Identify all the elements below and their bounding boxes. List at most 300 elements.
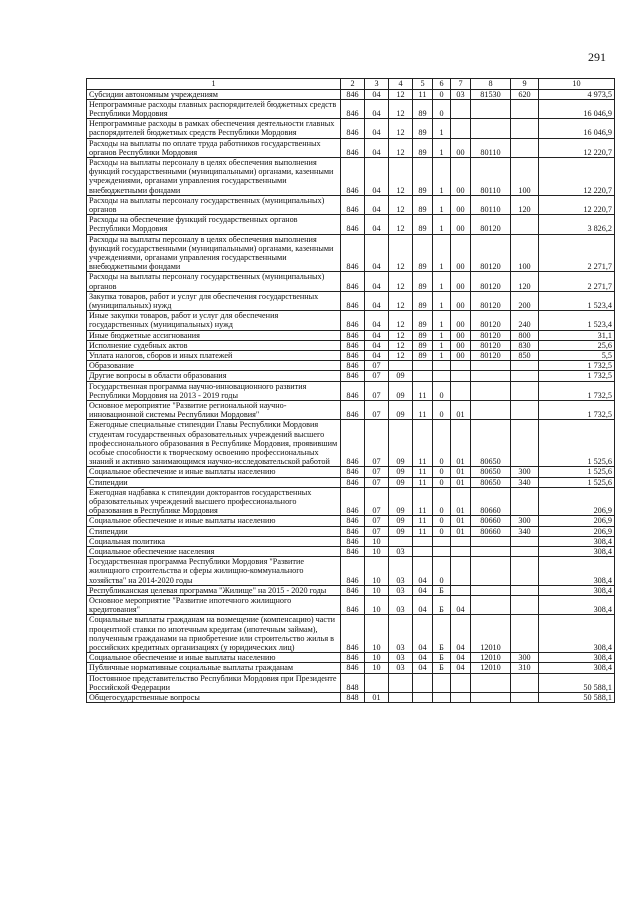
code-cell: 09 xyxy=(389,420,413,467)
code-cell: 80650 xyxy=(471,477,511,487)
code-cell: 12 xyxy=(389,157,413,195)
code-cell: 10 xyxy=(365,663,389,673)
code-cell: 10 xyxy=(365,557,389,586)
code-cell: 846 xyxy=(341,420,365,467)
code-cell: 00 xyxy=(451,138,471,157)
code-cell: 1 xyxy=(433,311,451,330)
row-name-cell: Государственная программа научно-инновационного развития Республики Мордовия на 2013 - 2019 годы xyxy=(87,381,341,400)
code-cell xyxy=(451,371,471,381)
amount-cell: 2 271,7 xyxy=(539,272,615,291)
code-cell: 07 xyxy=(365,516,389,526)
amount-cell: 31,1 xyxy=(539,330,615,340)
amount-cell: 1 525,6 xyxy=(539,477,615,487)
code-cell xyxy=(365,673,389,692)
row-name-cell: Стипендии xyxy=(87,526,341,536)
row-name-cell: Стипендии xyxy=(87,477,341,487)
code-cell: 11 xyxy=(413,526,433,536)
code-cell: 03 xyxy=(389,663,413,673)
table-row xyxy=(87,663,615,673)
code-cell: 846 xyxy=(341,99,365,118)
table-row xyxy=(87,371,615,381)
code-cell: 03 xyxy=(389,596,413,615)
code-cell: 1 xyxy=(433,272,451,291)
code-cell: 11 xyxy=(413,381,433,400)
code-cell: 09 xyxy=(389,526,413,536)
code-cell: 300 xyxy=(511,467,539,477)
code-cell xyxy=(433,371,451,381)
row-name-cell: Республиканская целевая программа "Жилище" на 2015 - 2020 годы xyxy=(87,585,341,595)
code-cell xyxy=(471,401,511,420)
amount-cell: 1 732,5 xyxy=(539,361,615,371)
amount-cell: 12 220,7 xyxy=(539,195,615,214)
code-cell: 89 xyxy=(413,119,433,138)
code-cell: 340 xyxy=(511,526,539,536)
code-cell xyxy=(451,693,471,703)
code-cell xyxy=(413,371,433,381)
code-cell: 846 xyxy=(341,557,365,586)
code-cell xyxy=(511,693,539,703)
code-cell xyxy=(471,119,511,138)
amount-cell: 308,4 xyxy=(539,663,615,673)
table-row xyxy=(87,673,615,692)
code-cell: 04 xyxy=(413,596,433,615)
code-cell xyxy=(413,693,433,703)
code-cell: 01 xyxy=(451,420,471,467)
code-cell: 07 xyxy=(365,401,389,420)
table-row xyxy=(87,693,615,703)
code-cell: 80650 xyxy=(471,420,511,467)
code-cell: 07 xyxy=(365,477,389,487)
code-cell: 80650 xyxy=(471,467,511,477)
code-cell: 846 xyxy=(341,547,365,557)
table-row xyxy=(87,536,615,546)
code-cell xyxy=(511,371,539,381)
code-cell: 12 xyxy=(389,330,413,340)
code-cell: 846 xyxy=(341,536,365,546)
code-cell: 89 xyxy=(413,157,433,195)
code-cell: 89 xyxy=(413,330,433,340)
table-row xyxy=(87,291,615,310)
code-cell: 846 xyxy=(341,663,365,673)
code-cell xyxy=(433,536,451,546)
row-name-cell: Расходы на обеспечение функций государственных органов Республики Мордовия xyxy=(87,215,341,234)
code-cell xyxy=(451,536,471,546)
code-cell: 80120 xyxy=(471,234,511,272)
code-cell: 07 xyxy=(365,420,389,467)
code-cell: 846 xyxy=(341,157,365,195)
code-cell: 846 xyxy=(341,653,365,663)
code-cell xyxy=(511,215,539,234)
code-cell xyxy=(451,585,471,595)
code-cell: 12 xyxy=(389,119,413,138)
code-cell: 846 xyxy=(341,350,365,360)
budget-table xyxy=(86,78,615,703)
code-cell xyxy=(511,487,539,516)
code-cell: 07 xyxy=(365,467,389,477)
code-cell: 12010 xyxy=(471,615,511,653)
code-cell: 04 xyxy=(365,157,389,195)
code-cell: 846 xyxy=(341,89,365,99)
code-cell: 846 xyxy=(341,195,365,214)
code-cell: 07 xyxy=(365,361,389,371)
code-cell: 12 xyxy=(389,291,413,310)
code-cell xyxy=(451,99,471,118)
code-cell xyxy=(389,693,413,703)
table-row xyxy=(87,361,615,371)
code-cell: 01 xyxy=(365,693,389,703)
code-cell: 01 xyxy=(451,467,471,477)
table-row xyxy=(87,138,615,157)
code-cell: 09 xyxy=(389,477,413,487)
amount-cell: 308,4 xyxy=(539,615,615,653)
row-name-cell: Социальные выплаты гражданам на возмещение (компенсацию) части процентной ставки по ипотечным кредитам (ипотечным займам), полученным гражданами на приобретение или строительство жилья в российских кредитных организациях (у юридических лиц) xyxy=(87,615,341,653)
table-row xyxy=(87,157,615,195)
code-cell: 846 xyxy=(341,381,365,400)
code-cell: 01 xyxy=(451,477,471,487)
amount-cell: 308,4 xyxy=(539,585,615,595)
amount-cell: 206,9 xyxy=(539,487,615,516)
code-cell: 846 xyxy=(341,401,365,420)
code-cell xyxy=(471,693,511,703)
code-cell xyxy=(471,547,511,557)
code-cell: 11 xyxy=(413,89,433,99)
code-cell: 81530 xyxy=(471,89,511,99)
amount-cell: 50 588,1 xyxy=(539,693,615,703)
code-cell: 846 xyxy=(341,371,365,381)
row-name-cell: Исполнение судебных актов xyxy=(87,340,341,350)
code-cell xyxy=(451,381,471,400)
code-cell: 10 xyxy=(365,536,389,546)
code-cell xyxy=(511,119,539,138)
code-cell: 1 xyxy=(433,340,451,350)
row-name-cell: Расходы на выплаты персоналу в целях обеспечения выполнения функций государственными (муниципальными) органами, казенными учреждениями, органами управления государственными внебюджетными фондами xyxy=(87,157,341,195)
code-cell: 80110 xyxy=(471,138,511,157)
code-cell: 00 xyxy=(451,311,471,330)
code-cell: 846 xyxy=(341,272,365,291)
code-cell xyxy=(511,547,539,557)
table-row xyxy=(87,330,615,340)
code-cell: 1 xyxy=(433,138,451,157)
code-cell: 89 xyxy=(413,340,433,350)
code-cell: 12 xyxy=(389,138,413,157)
code-cell: 0 xyxy=(433,420,451,467)
code-cell: 07 xyxy=(365,526,389,536)
code-cell xyxy=(511,381,539,400)
code-cell: 09 xyxy=(389,381,413,400)
code-cell: 12 xyxy=(389,215,413,234)
table-header xyxy=(87,79,615,90)
code-cell: 846 xyxy=(341,330,365,340)
code-cell: 80660 xyxy=(471,487,511,516)
amount-cell: 308,4 xyxy=(539,557,615,586)
code-cell: 09 xyxy=(389,487,413,516)
code-cell: 11 xyxy=(413,401,433,420)
code-cell: 10 xyxy=(365,596,389,615)
amount-cell: 50 588,1 xyxy=(539,673,615,692)
amount-cell: 308,4 xyxy=(539,653,615,663)
amount-cell: 1 732,5 xyxy=(539,371,615,381)
amount-cell: 2 271,7 xyxy=(539,234,615,272)
amount-cell: 3 826,2 xyxy=(539,215,615,234)
code-cell: Б xyxy=(433,585,451,595)
code-cell: 09 xyxy=(389,516,413,526)
code-cell: 10 xyxy=(365,547,389,557)
code-cell: 01 xyxy=(451,487,471,516)
amount-cell: 5,5 xyxy=(539,350,615,360)
table-body xyxy=(87,89,615,703)
code-cell: 04 xyxy=(413,585,433,595)
table-row xyxy=(87,401,615,420)
amount-cell: 1 732,5 xyxy=(539,381,615,400)
table-row xyxy=(87,89,615,99)
code-cell: 0 xyxy=(433,401,451,420)
code-cell: 0 xyxy=(433,516,451,526)
code-cell: 200 xyxy=(511,291,539,310)
row-name-cell: Непрограммные расходы в рамках обеспечения деятельности главных распорядителей бюджетных средств Республики Мордовия xyxy=(87,119,341,138)
code-cell: Б xyxy=(433,653,451,663)
table-row xyxy=(87,615,615,653)
code-cell: 846 xyxy=(341,311,365,330)
code-cell xyxy=(433,673,451,692)
code-cell: 12010 xyxy=(471,663,511,673)
code-cell xyxy=(413,673,433,692)
row-name-cell: Основное мероприятие "Развитие региональной научно-инновационной системы Республики Мордовия" xyxy=(87,401,341,420)
amount-cell: 206,9 xyxy=(539,516,615,526)
code-cell xyxy=(511,596,539,615)
code-cell: 12 xyxy=(389,340,413,350)
code-cell: 89 xyxy=(413,311,433,330)
code-cell: Б xyxy=(433,596,451,615)
row-name-cell: Социальная политика xyxy=(87,536,341,546)
code-cell: 00 xyxy=(451,215,471,234)
code-cell: 09 xyxy=(389,467,413,477)
code-cell: 80110 xyxy=(471,157,511,195)
column-header: 6 xyxy=(433,79,451,90)
code-cell: 00 xyxy=(451,330,471,340)
row-name-cell: Социальное обеспечение и иные выплаты населению xyxy=(87,467,341,477)
row-name-cell: Уплата налогов, сборов и иных платежей xyxy=(87,350,341,360)
amount-cell: 308,4 xyxy=(539,547,615,557)
code-cell: 80120 xyxy=(471,330,511,340)
code-cell: 04 xyxy=(365,138,389,157)
code-cell xyxy=(389,361,413,371)
code-cell: 0 xyxy=(433,89,451,99)
code-cell: 04 xyxy=(365,89,389,99)
code-cell: 00 xyxy=(451,157,471,195)
code-cell: 1 xyxy=(433,157,451,195)
code-cell xyxy=(451,361,471,371)
code-cell: 0 xyxy=(433,381,451,400)
code-cell: 89 xyxy=(413,138,433,157)
code-cell: 04 xyxy=(365,340,389,350)
code-cell: 12 xyxy=(389,234,413,272)
row-name-cell: Непрограммные расходы главных распорядителей бюджетных средств Республики Мордовия xyxy=(87,99,341,118)
code-cell: 80120 xyxy=(471,272,511,291)
code-cell: 03 xyxy=(389,615,413,653)
code-cell: 89 xyxy=(413,215,433,234)
row-name-cell: Расходы на выплаты по оплате труда работников государственных органов Республики Мордовия xyxy=(87,138,341,157)
column-header: 9 xyxy=(511,79,539,90)
code-cell xyxy=(511,138,539,157)
amount-cell: 308,4 xyxy=(539,536,615,546)
code-cell: 848 xyxy=(341,693,365,703)
code-cell: 846 xyxy=(341,516,365,526)
code-cell: 0 xyxy=(433,467,451,477)
code-cell xyxy=(413,547,433,557)
code-cell: 1 xyxy=(433,195,451,214)
code-cell xyxy=(511,99,539,118)
code-cell: 340 xyxy=(511,477,539,487)
code-cell: 80120 xyxy=(471,350,511,360)
table-row xyxy=(87,381,615,400)
code-cell xyxy=(433,361,451,371)
code-cell: 300 xyxy=(511,653,539,663)
row-name-cell: Расходы на выплаты персоналу в целях обеспечения выполнения функций государственными (муниципальными) органами, казенными учреждениями, органами управления государственными внебюджетными фондами xyxy=(87,234,341,272)
code-cell: 07 xyxy=(365,487,389,516)
code-cell: 11 xyxy=(413,467,433,477)
code-cell xyxy=(471,371,511,381)
code-cell: 11 xyxy=(413,487,433,516)
code-cell: 04 xyxy=(365,272,389,291)
table-row xyxy=(87,547,615,557)
code-cell xyxy=(413,361,433,371)
column-header: 7 xyxy=(451,79,471,90)
code-cell: 09 xyxy=(389,371,413,381)
code-cell: 89 xyxy=(413,272,433,291)
code-cell: 0 xyxy=(433,526,451,536)
row-name-cell: Постоянное представительство Республики Мордовия при Президенте Российской Федерации xyxy=(87,673,341,692)
table-row xyxy=(87,311,615,330)
code-cell: 89 xyxy=(413,350,433,360)
code-cell xyxy=(511,585,539,595)
row-name-cell: Социальное обеспечение населения xyxy=(87,547,341,557)
code-cell: 04 xyxy=(365,99,389,118)
row-name-cell: Иные закупки товаров, работ и услуг для обеспечения государственных (муниципальных) нужд xyxy=(87,311,341,330)
row-name-cell: Социальное обеспечение и иные выплаты населению xyxy=(87,516,341,526)
code-cell: 0 xyxy=(433,487,451,516)
table-row xyxy=(87,487,615,516)
table-row xyxy=(87,119,615,138)
code-cell: 01 xyxy=(451,401,471,420)
code-cell xyxy=(511,361,539,371)
column-header: 1 xyxy=(87,79,341,90)
code-cell: 04 xyxy=(413,663,433,673)
code-cell: 04 xyxy=(365,195,389,214)
row-name-cell: Образование xyxy=(87,361,341,371)
code-cell: 0 xyxy=(433,557,451,586)
code-cell: 0 xyxy=(433,477,451,487)
code-cell xyxy=(511,673,539,692)
code-cell: 07 xyxy=(365,371,389,381)
code-cell: 89 xyxy=(413,99,433,118)
amount-cell: 16 046,9 xyxy=(539,99,615,118)
row-name-cell: Ежегодные специальные стипендии Главы Республики Мордовия студентам государственных образовательных учреждений высшего профессионального образования в Республике Мордовия, проявившим особые способности к творческому освоению профессиональных знаний и активно занимающимся научно-исследовательской работой xyxy=(87,420,341,467)
amount-cell: 4 973,5 xyxy=(539,89,615,99)
table-row xyxy=(87,557,615,586)
code-cell: 89 xyxy=(413,234,433,272)
code-cell xyxy=(471,557,511,586)
code-cell: 846 xyxy=(341,119,365,138)
code-cell: 846 xyxy=(341,138,365,157)
code-cell: 846 xyxy=(341,477,365,487)
row-name-cell: Социальное обеспечение и иные выплаты населению xyxy=(87,653,341,663)
code-cell: 846 xyxy=(341,487,365,516)
code-cell: 03 xyxy=(389,557,413,586)
code-cell: 846 xyxy=(341,215,365,234)
code-cell: 620 xyxy=(511,89,539,99)
code-cell: 04 xyxy=(413,557,433,586)
code-cell xyxy=(471,381,511,400)
code-cell: 80120 xyxy=(471,215,511,234)
column-header: 2 xyxy=(341,79,365,90)
code-cell: 89 xyxy=(413,291,433,310)
table-row xyxy=(87,467,615,477)
column-header: 8 xyxy=(471,79,511,90)
code-cell: 310 xyxy=(511,663,539,673)
amount-cell: 308,4 xyxy=(539,596,615,615)
column-header: 10 xyxy=(539,79,615,90)
code-cell xyxy=(511,615,539,653)
code-cell xyxy=(451,547,471,557)
code-cell: 846 xyxy=(341,340,365,350)
table-row xyxy=(87,477,615,487)
code-cell: 80120 xyxy=(471,340,511,350)
table-row xyxy=(87,195,615,214)
code-cell: 04 xyxy=(451,615,471,653)
code-cell: 04 xyxy=(365,330,389,340)
table-row xyxy=(87,420,615,467)
code-cell: 04 xyxy=(365,119,389,138)
code-cell: 10 xyxy=(365,653,389,663)
code-cell xyxy=(511,536,539,546)
code-cell: 846 xyxy=(341,291,365,310)
column-header: 4 xyxy=(389,79,413,90)
code-cell: 04 xyxy=(365,350,389,360)
code-cell: 03 xyxy=(451,89,471,99)
amount-cell: 1 525,6 xyxy=(539,467,615,477)
code-cell xyxy=(451,673,471,692)
code-cell: 09 xyxy=(389,401,413,420)
code-cell: 04 xyxy=(365,291,389,310)
code-cell xyxy=(433,547,451,557)
code-cell xyxy=(389,536,413,546)
column-header: 5 xyxy=(413,79,433,90)
code-cell: 04 xyxy=(365,311,389,330)
code-cell: 80120 xyxy=(471,291,511,310)
code-cell xyxy=(471,673,511,692)
code-cell: 04 xyxy=(451,653,471,663)
code-cell xyxy=(451,557,471,586)
row-name-cell: Государственная программа Республики Мордовия "Развитие жилищного строительства и сферы жилищно-коммунального хозяйства" на 2014-2020 годы xyxy=(87,557,341,586)
code-cell xyxy=(511,401,539,420)
code-cell: 0 xyxy=(433,99,451,118)
row-name-cell: Публичные нормативные социальные выплаты гражданам xyxy=(87,663,341,673)
code-cell: 100 xyxy=(511,234,539,272)
table-row xyxy=(87,272,615,291)
amount-cell: 1 523,4 xyxy=(539,291,615,310)
page-number: 291 xyxy=(588,50,606,64)
code-cell xyxy=(451,119,471,138)
code-cell: 03 xyxy=(389,585,413,595)
table-row xyxy=(87,526,615,536)
code-cell: 240 xyxy=(511,311,539,330)
code-cell xyxy=(471,536,511,546)
code-cell: 00 xyxy=(451,195,471,214)
code-cell: Б xyxy=(433,663,451,673)
code-cell: 1 xyxy=(433,119,451,138)
row-name-cell: Общегосударственные вопросы xyxy=(87,693,341,703)
code-cell: 03 xyxy=(389,653,413,663)
